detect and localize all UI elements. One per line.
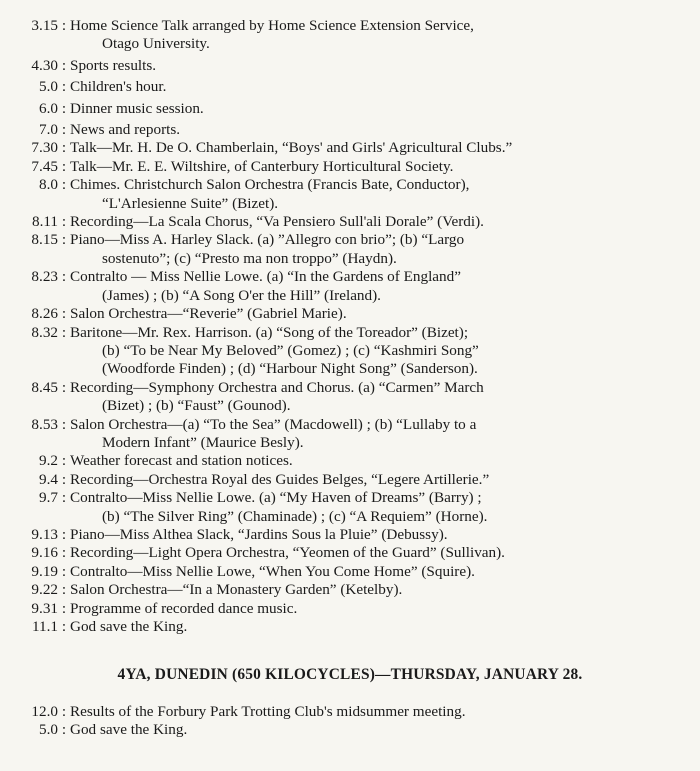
entry-text bbox=[70, 416, 694, 453]
entry-separator: : bbox=[61, 599, 67, 617]
programme-entry bbox=[0, 158, 694, 176]
entry-line: Sports results. bbox=[70, 56, 157, 74]
entry-separator: : bbox=[61, 268, 67, 286]
programme-entry bbox=[0, 379, 694, 416]
entry-separator: : bbox=[61, 703, 67, 720]
entry-text bbox=[70, 581, 694, 599]
entry-separator: : bbox=[61, 470, 67, 488]
entry-separator: : bbox=[61, 721, 67, 739]
entry-line: (b) “To be Near My Beloved” (Gomez) ; (c) “Kashmiri Song” bbox=[102, 341, 479, 359]
entry-time: 9.31 bbox=[31, 599, 58, 617]
entry-time: 8.23 bbox=[31, 268, 58, 286]
entry-text bbox=[70, 703, 694, 721]
entry-separator: : bbox=[61, 99, 67, 117]
entry-separator: : bbox=[61, 176, 67, 194]
entry-text bbox=[70, 324, 694, 379]
entry-time: 8.0 bbox=[39, 176, 58, 194]
programme-entry bbox=[0, 526, 694, 544]
entry-time: 3.15 bbox=[31, 17, 58, 34]
entry-separator: : bbox=[61, 378, 67, 396]
entry-line: Weather forecast and station notices. bbox=[70, 452, 293, 470]
entry-separator: : bbox=[61, 562, 67, 580]
programme-entry bbox=[0, 416, 694, 453]
entry-time: 12.0 bbox=[31, 703, 58, 720]
entry-line: Contralto—Miss Nellie Lowe, “When You Come Home” (Squire). bbox=[70, 562, 475, 580]
entry-separator: : bbox=[61, 78, 67, 96]
programme-list-christchurch bbox=[0, 17, 694, 636]
programme-entry bbox=[0, 57, 694, 75]
entry-text bbox=[70, 544, 694, 562]
programme-entry bbox=[0, 471, 694, 489]
entry-line: Results of the Forbury Park Trotting Club's midsummer meeting. bbox=[70, 703, 466, 720]
entry-text bbox=[70, 17, 694, 54]
entry-separator: : bbox=[61, 415, 67, 433]
entry-time: 9.4 bbox=[39, 470, 58, 488]
programme-entry bbox=[0, 489, 694, 526]
programme-entry bbox=[0, 176, 694, 213]
programme-entry bbox=[0, 121, 694, 139]
programme-entry bbox=[0, 703, 694, 721]
entry-line: Baritone—Mr. Rex. Harrison. (a) “Song of the Toreador” (Bizet); bbox=[70, 323, 469, 341]
station-heading: 4YA, DUNEDIN (650 KILOCYCLES)—THURSDAY, JANUARY 28. bbox=[117, 666, 583, 683]
entry-text bbox=[70, 158, 694, 176]
entry-separator: : bbox=[61, 121, 67, 139]
entry-text bbox=[70, 452, 694, 470]
programme-entry bbox=[0, 563, 694, 581]
entry-line: (Bizet) ; (b) “Faust” (Gounod). bbox=[102, 397, 291, 415]
entry-separator: : bbox=[61, 56, 67, 74]
programme-entry bbox=[0, 452, 694, 470]
entry-text bbox=[70, 78, 694, 96]
entry-separator: : bbox=[61, 525, 67, 543]
entry-separator: : bbox=[61, 323, 67, 341]
entry-time: 9.13 bbox=[31, 525, 58, 543]
entry-text bbox=[70, 139, 694, 157]
entry-time: 4.30 bbox=[31, 56, 58, 74]
programme-entry bbox=[0, 231, 694, 268]
entry-text bbox=[70, 526, 694, 544]
entry-line: Modern Infant” (Maurice Besly). bbox=[102, 433, 304, 451]
entry-time: 8.11 bbox=[31, 213, 58, 231]
entry-separator: : bbox=[61, 157, 67, 175]
entry-line: Salon Orchestra—“In a Monastery Garden” (Ketelby). bbox=[70, 581, 403, 599]
entry-line: Piano—Miss A. Harley Slack. (a) ”Allegro con brio”; (b) “Largo bbox=[70, 231, 465, 249]
entry-text bbox=[70, 721, 694, 739]
entry-text bbox=[70, 57, 694, 75]
programme-entry bbox=[0, 721, 694, 739]
entry-time: 7.45 bbox=[31, 157, 58, 175]
entry-line: Chimes. Christchurch Salon Orchestra (Francis Bate, Conductor), bbox=[70, 176, 470, 194]
entry-text bbox=[70, 489, 694, 526]
programme-entry bbox=[0, 600, 694, 618]
programme-entry bbox=[0, 17, 694, 54]
entry-time: 6.0 bbox=[39, 99, 58, 117]
entry-time: 5.0 bbox=[39, 78, 58, 96]
entry-text bbox=[70, 305, 694, 323]
entry-text bbox=[70, 176, 694, 213]
entry-text bbox=[70, 213, 694, 231]
entry-line: Programme of recorded dance music. bbox=[70, 599, 298, 617]
entry-separator: : bbox=[61, 305, 67, 323]
entry-line: Contralto—Miss Nellie Lowe. (a) “My Haven of Dreams” (Barry) ; bbox=[70, 489, 482, 507]
programme-entry bbox=[0, 213, 694, 231]
entry-time: 7.30 bbox=[31, 139, 58, 157]
entry-line: Talk—Mr. E. E. Wiltshire, of Canterbury Horticultural Society. bbox=[70, 157, 454, 175]
entry-line: Recording—Symphony Orchestra and Chorus. (a) “Carmen” March bbox=[70, 378, 484, 396]
entry-text bbox=[70, 268, 694, 305]
entry-line: Home Science Talk arranged by Home Science Extension Service, bbox=[70, 17, 474, 34]
entry-line: Piano—Miss Althea Slack, “Jardins Sous la Pluie” (Debussy). bbox=[70, 525, 448, 543]
entry-time: 11.1 bbox=[31, 618, 58, 635]
entry-separator: : bbox=[61, 17, 67, 34]
entry-line: Recording—Orchestra Royal des Guides Belges, “Legere Artillerie.” bbox=[70, 470, 490, 488]
entry-text bbox=[70, 563, 694, 581]
entry-time: 8.15 bbox=[31, 231, 58, 249]
entry-text bbox=[70, 121, 694, 139]
entry-time: 8.53 bbox=[31, 415, 58, 433]
programme-entry bbox=[0, 544, 694, 562]
entry-text bbox=[70, 379, 694, 416]
programme-list-dunedin bbox=[0, 703, 694, 740]
entry-time: 5.0 bbox=[39, 721, 58, 739]
entry-line: Talk—Mr. H. De O. Chamberlain, “Boys' and Girls' Agricultural Clubs.” bbox=[70, 139, 513, 157]
programme-entry bbox=[0, 268, 694, 305]
programme-entry bbox=[0, 618, 694, 636]
entry-line: Dinner music session. bbox=[70, 99, 204, 117]
entry-separator: : bbox=[61, 452, 67, 470]
programme-entry bbox=[0, 305, 694, 323]
entry-line: Contralto — Miss Nellie Lowe. (a) “In the Gardens of England” bbox=[70, 268, 461, 286]
programme-entry bbox=[0, 100, 694, 118]
programme-entry bbox=[0, 78, 694, 96]
entry-separator: : bbox=[61, 213, 67, 231]
entry-line: Otago University. bbox=[102, 35, 210, 53]
entry-separator: : bbox=[61, 618, 67, 635]
entry-time: 9.7 bbox=[39, 489, 58, 507]
programme-entry bbox=[0, 139, 694, 157]
entry-line: (James) ; (b) “A Song O'er the Hill” (Ireland). bbox=[102, 286, 381, 304]
entry-line: “L'Arlesienne Suite” (Bizet). bbox=[102, 194, 279, 212]
entry-line: God save the King. bbox=[70, 721, 188, 739]
entry-text bbox=[70, 618, 694, 636]
programme-entry bbox=[0, 581, 694, 599]
entry-time: 9.2 bbox=[39, 452, 58, 470]
entry-line: Children's hour. bbox=[70, 78, 167, 96]
entry-separator: : bbox=[61, 489, 67, 507]
entry-time: 9.22 bbox=[31, 581, 58, 599]
entry-line: (Woodforde Finden) ; (d) “Harbour Night Song” (Sanderson). bbox=[102, 360, 478, 378]
entry-time: 8.26 bbox=[31, 305, 58, 323]
entry-separator: : bbox=[61, 139, 67, 157]
entry-line: Recording—La Scala Chorus, “Va Pensiero Sull'ali Dorale” (Verdi). bbox=[70, 213, 484, 231]
entry-time: 7.0 bbox=[39, 121, 58, 139]
entry-line: (b) “The Silver Ring” (Chaminade) ; (c) “A Requiem” (Horne). bbox=[102, 507, 488, 525]
entry-text bbox=[70, 231, 694, 268]
entry-line: Salon Orchestra—(a) “To the Sea” (Macdowell) ; (b) “Lullaby to a bbox=[70, 415, 477, 433]
entry-time: 8.32 bbox=[31, 323, 58, 341]
entry-time: 8.45 bbox=[31, 378, 58, 396]
entry-time: 9.19 bbox=[31, 562, 58, 580]
entry-time: 9.16 bbox=[31, 544, 58, 562]
entry-line: Recording—Light Opera Orchestra, “Yeomen of the Guard” (Sullivan). bbox=[70, 544, 505, 562]
entry-text bbox=[70, 100, 694, 118]
entry-text bbox=[70, 600, 694, 618]
programme-entry bbox=[0, 324, 694, 379]
entry-line: sostenuto”; (c) “Presto ma non troppo” (Haydn). bbox=[102, 249, 397, 267]
entry-line: God save the King. bbox=[70, 618, 188, 635]
entry-text bbox=[70, 471, 694, 489]
entry-separator: : bbox=[61, 231, 67, 249]
entry-separator: : bbox=[61, 544, 67, 562]
entry-separator: : bbox=[61, 581, 67, 599]
entry-line: News and reports. bbox=[70, 121, 181, 139]
entry-line: Salon Orchestra—“Reverie” (Gabriel Marie). bbox=[70, 305, 347, 323]
